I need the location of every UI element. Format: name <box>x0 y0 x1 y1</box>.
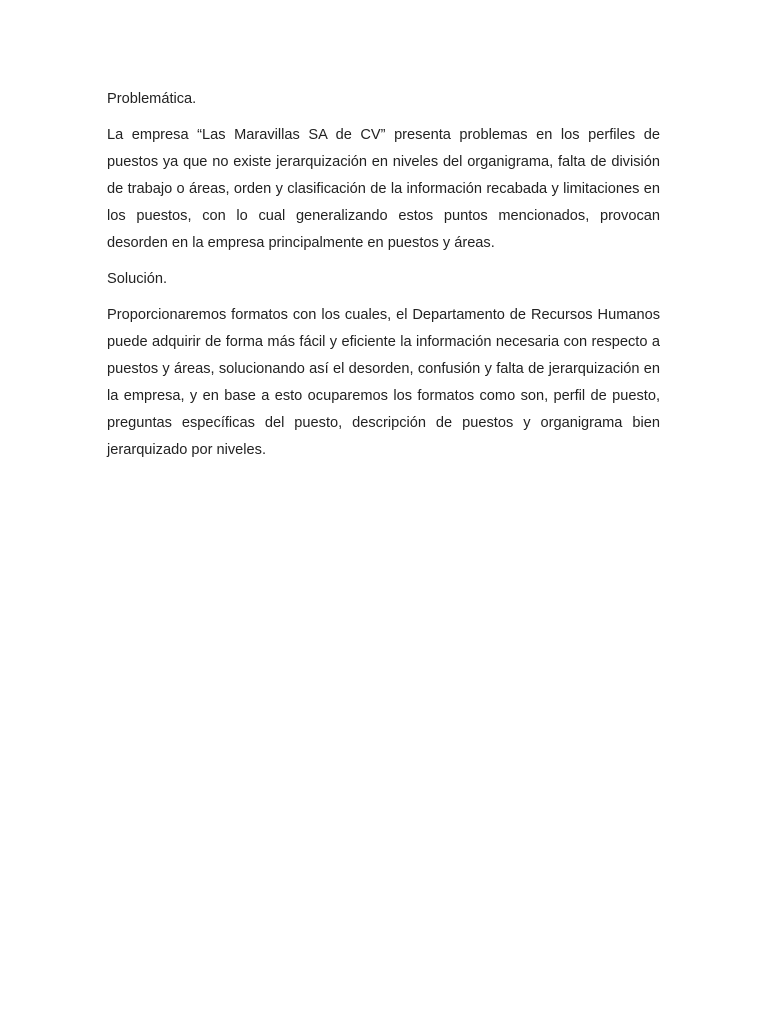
section-heading-solucion: Solución. <box>107 271 168 287</box>
document-body <box>107 86 660 473</box>
section-paragraph-problematica: La empresa “Las Maravillas SA de CV” presenta problemas en los perfiles de puestos ya que no existe jerarquización en niveles del organigrama, falta de división de trabajo o áreas, orden y clasificación de la información recabada y limitaciones en los puestos, con lo cual generalizando estos puntos mencionados, provocan desorden en la empresa principalmente en puestos y áreas. <box>107 127 660 251</box>
section-heading-problematica: Problemática. <box>107 91 197 107</box>
section-paragraph-solucion: Proporcionaremos formatos con los cuales, el Departamento de Recursos Humanos puede adquirir de forma más fácil y eficiente la información necesaria con respecto a puestos y áreas, solucionando así el desorden, confusión y falta de jerarquización en la empresa, y en base a esto ocuparemos los formatos como son, perfil de puesto, preguntas específicas del puesto, descripción de puestos y organigrama bien jerarquizado por niveles. <box>107 307 660 458</box>
